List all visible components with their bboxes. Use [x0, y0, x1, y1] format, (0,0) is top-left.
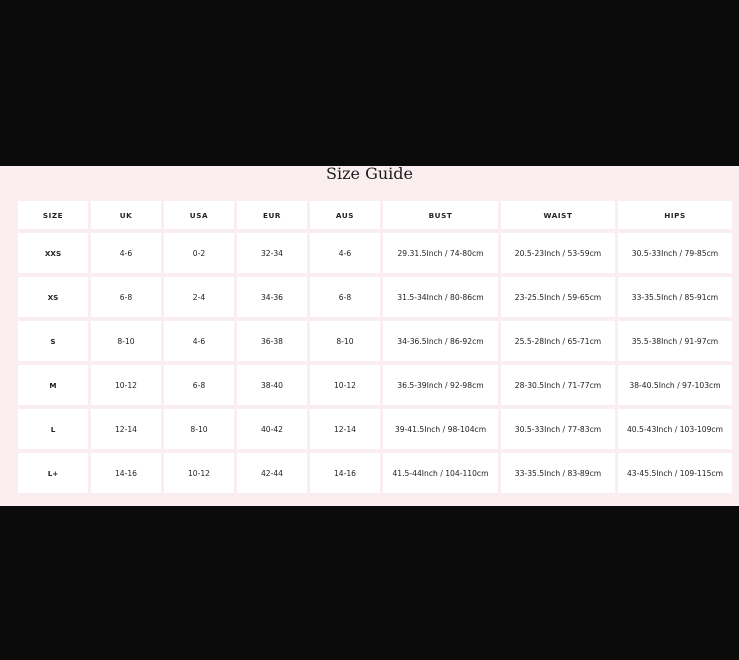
cell-bust: 36.5-39Inch / 92-98cm — [383, 365, 498, 405]
size-guide-panel — [0, 166, 739, 506]
cell-bust: 41.5-44Inch / 104-110cm — [383, 453, 498, 493]
cell-waist: 30.5-33Inch / 77-83cm — [501, 409, 615, 449]
cell-eur: 32-34 — [237, 233, 307, 273]
cell-waist: 28-30.5Inch / 71-77cm — [501, 365, 615, 405]
cell-size: L+ — [18, 453, 88, 493]
cell-waist: 33-35.5Inch / 83-89cm — [501, 453, 615, 493]
cell-bust: 31.5-34Inch / 80-86cm — [383, 277, 498, 317]
cell-size: S — [18, 321, 88, 361]
cell-usa: 0-2 — [164, 233, 234, 273]
cell-aus: 10-12 — [310, 365, 380, 405]
cell-eur: 42-44 — [237, 453, 307, 493]
cell-waist: 25.5-28Inch / 65-71cm — [501, 321, 615, 361]
table-header-row — [18, 201, 732, 229]
cell-usa: 4-6 — [164, 321, 234, 361]
table-row — [18, 365, 732, 405]
cell-aus: 12-14 — [310, 409, 380, 449]
header-aus: AUS — [310, 201, 380, 229]
cell-bust: 39-41.5Inch / 98-104cm — [383, 409, 498, 449]
cell-eur: 40-42 — [237, 409, 307, 449]
header-eur: EUR — [237, 201, 307, 229]
cell-uk: 8-10 — [91, 321, 161, 361]
cell-hips: 30.5-33Inch / 79-85cm — [618, 233, 732, 273]
cell-uk: 12-14 — [91, 409, 161, 449]
cell-hips: 35.5-38Inch / 91-97cm — [618, 321, 732, 361]
table-row — [18, 409, 732, 449]
header-usa: USA — [164, 201, 234, 229]
cell-aus: 8-10 — [310, 321, 380, 361]
cell-bust: 29.31.5Inch / 74-80cm — [383, 233, 498, 273]
size-chart-table — [15, 197, 735, 497]
cell-usa: 8-10 — [164, 409, 234, 449]
cell-uk: 6-8 — [91, 277, 161, 317]
size-guide-title: Size Guide — [326, 164, 413, 183]
cell-aus: 6-8 — [310, 277, 380, 317]
cell-size: M — [18, 365, 88, 405]
cell-aus: 14-16 — [310, 453, 380, 493]
header-waist: WAIST — [501, 201, 615, 229]
cell-bust: 34-36.5Inch / 86-92cm — [383, 321, 498, 361]
cell-usa: 2-4 — [164, 277, 234, 317]
header-bust: BUST — [383, 201, 498, 229]
cell-uk: 10-12 — [91, 365, 161, 405]
cell-eur: 36-38 — [237, 321, 307, 361]
cell-eur: 38-40 — [237, 365, 307, 405]
cell-size: XS — [18, 277, 88, 317]
cell-aus: 4-6 — [310, 233, 380, 273]
cell-hips: 40.5-43Inch / 103-109cm — [618, 409, 732, 449]
cell-uk: 4-6 — [91, 233, 161, 273]
header-uk: UK — [91, 201, 161, 229]
cell-uk: 14-16 — [91, 453, 161, 493]
cell-hips: 43-45.5Inch / 109-115cm — [618, 453, 732, 493]
cell-size: XXS — [18, 233, 88, 273]
cell-waist: 23-25.5Inch / 59-65cm — [501, 277, 615, 317]
cell-waist: 20.5-23Inch / 53-59cm — [501, 233, 615, 273]
header-hips: HIPS — [618, 201, 732, 229]
cell-hips: 38-40.5Inch / 97-103cm — [618, 365, 732, 405]
table-row — [18, 453, 732, 493]
cell-eur: 34-36 — [237, 277, 307, 317]
table-row — [18, 277, 732, 317]
cell-size: L — [18, 409, 88, 449]
cell-usa: 6-8 — [164, 365, 234, 405]
cell-hips: 33-35.5Inch / 85-91cm — [618, 277, 732, 317]
cell-usa: 10-12 — [164, 453, 234, 493]
header-size: SIZE — [18, 201, 88, 229]
table-row — [18, 233, 732, 273]
table-row — [18, 321, 732, 361]
